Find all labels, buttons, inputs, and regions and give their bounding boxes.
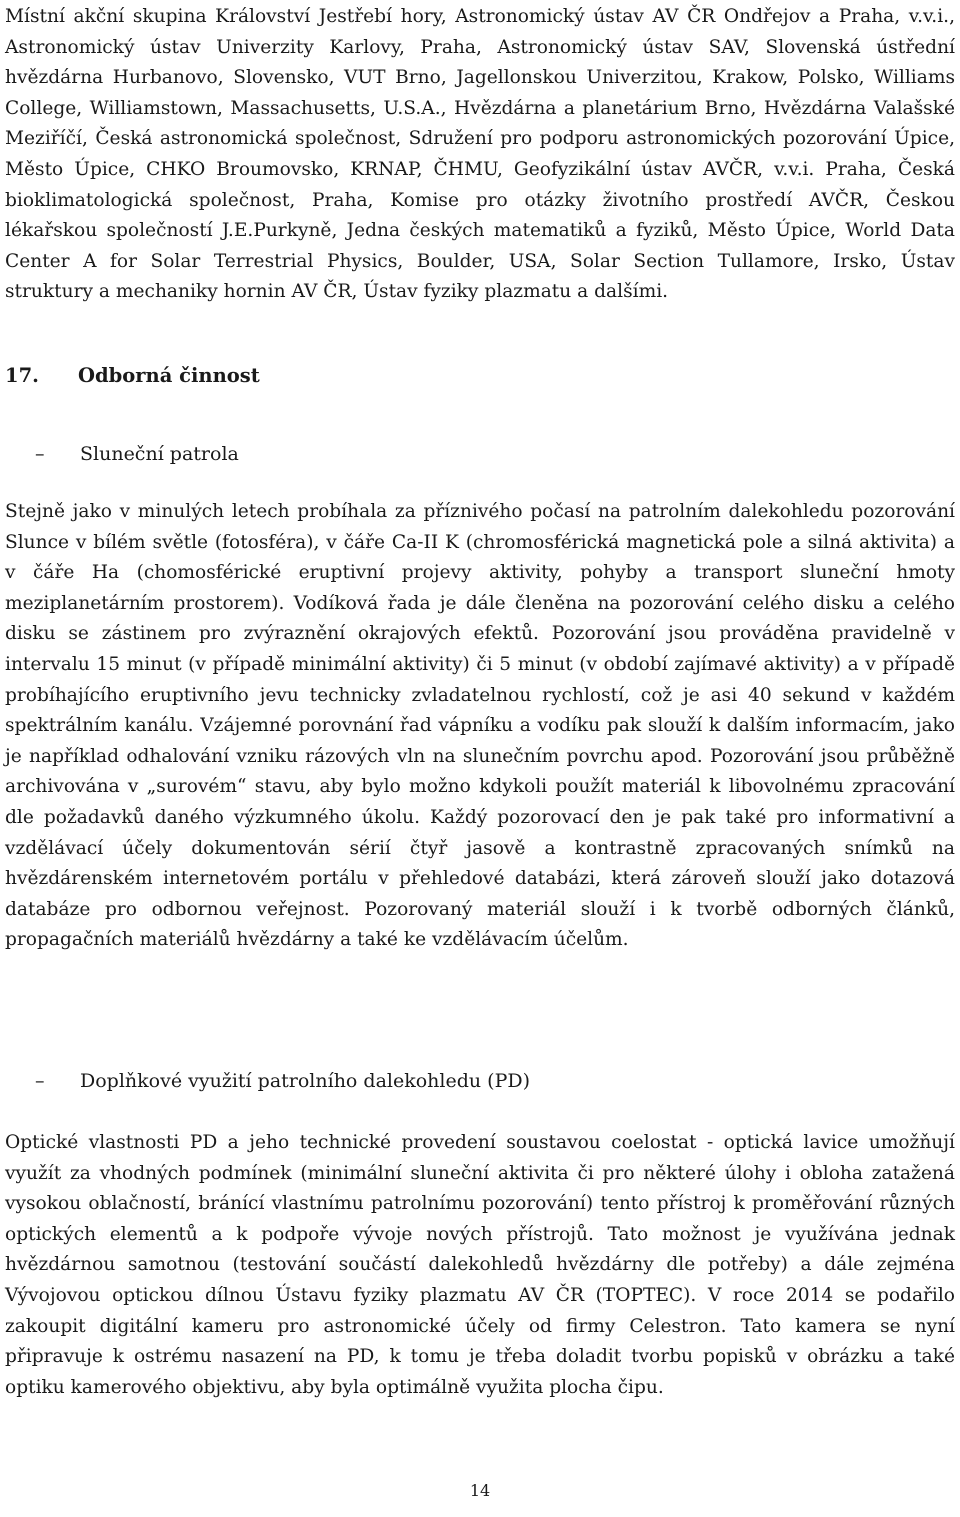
subsection-title: Doplňkové využití patrolního dalekohledu (PD): [80, 1070, 531, 1092]
subsection-title: Sluneční patrola: [80, 443, 239, 465]
section-title: Odborná činnost: [78, 364, 260, 387]
intro-paragraph: Místní akční skupina Království Jestřebí hory, Astronomický ústav AV ČR Ondřejov a Praha, v.v.i., Astronomický ústav Univerzity Karlovy, Praha, Astronomický ústav SAV, Slovenská ústřední hvězdárna Hurbanovo, Slovensko, VUT Brno, Jagellonskou Univerzitou, Krakow, Polsko, Williams College, Williamstown, Massachusetts, U.S.A., Hvězdárna a planetárium Brno, Hvězdárna Valašské Meziříčí, Česká astronomická společnost, Sdružení pro podporu astronomických pozorování Úpice, Město Úpice, CHKO Broumovsko, KRNAP, ČHMU, Geofyzikální ústav AVČR, v.v.i. Praha, Česká bioklimatologická společnost, Praha, Komise pro otázky životního prostředí AVČR, Českou lékařskou společností J.E.Purkyně, Jedna českých matematiků a fyziků, Město Úpice, World Data Center A for Solar Terrestrial Physics, Boulder, USA, Solar Section Tullamore, Irsko, Ústav struktury a mechaniky hornin AV ČR, Ústav fyziky plazmatu a dalšími.: [5, 6, 955, 303]
dash-bullet: –: [35, 443, 45, 465]
subsection-heading-additional-use: [35, 1070, 530, 1092]
section-heading: [5, 364, 260, 387]
subsection-heading-solar-patrol: [35, 443, 239, 465]
page-number: 14: [469, 1481, 491, 1500]
section-number: 17.: [5, 364, 39, 387]
document-page: [5, 0, 955, 1517]
dash-bullet: –: [35, 1070, 45, 1092]
solar-patrol-paragraph: Stejně jako v minulých letech probíhala za příznivého počasí na patrolním dalekohledu pozorování Slunce v bílém světle (fotosféra), v čáře Ca-II K (chromosférická magnetická pole a silná aktivita) a v čáře Ha (chomosférické eruptivní projevy aktivity, pohyby a transport sluneční hmoty meziplanetárním prostorem). Vodíková řada je dále členěna na pozorování celého disku a celého disku se zástinem pro zvýraznění okrajových efektů. Pozorování jsou prováděna pravidelně v intervalu 15 minut (v případě minimální aktivity) či 5 minut (v období zajímavé aktivity) a v případě probíhajícího eruptivního jevu technicky zvladatelnou rychlostí, což je asi 40 sekund v každém spektrálním kanálu. Vzájemné porovnání řad vápníku a vodíku pak slouží k dalším informacím, jako je například odhalování vzniku rázových vln na slunečním povrchu apod. Pozorování jsou průběžně archivována v „surovém“ stavu, aby bylo možno kdykoli použít materiál k libovolnému zpracování dle požadavků daného výzkumného úkolu. Každý pozorovací den je pak také pro informativní a vzdělávací účely dokumentován sérií čtyř jasově a kontrastně zpracovaných snímků na hvězdárenském internetovém portálu v přehledové databázi, která zároveň slouží jako dotazová databáze pro odbornou veřejnost. Pozorovaný materiál slouží i k tvorbě odborných článků, propagačních materiálů hvězdárny a také ke vzdělávacím účelům.: [5, 501, 955, 951]
additional-use-paragraph: Optické vlastnosti PD a jeho technické provedení soustavou coelostat - optická lavice umožňují využít za vhodných podmínek (minimální sluneční aktivita či pro některé úlohy i obloha zatažená vysokou oblačností, bránící vlastnímu patrolnímu pozorování) tento přístroj k proměřování různých optických elementů a k podpoře vývoje nových přístrojů. Tato možnost je využívána jednak hvězdárnou samotnou (testování součástí dalekohledů hvězdárny dle potřeby) a dále zejména Vývojovou optickou dílnou Ústavu fyziky plazmatu AV ČR (TOPTEC). V roce 2014 se podařilo zakoupit digitální kameru pro astronomické účely od firmy Celestron. Tato kamera se nyní připravuje k ostrému nasazení na PD, k tomu je třeba doladit tvorbu popisků v obrázku a také optiku kamerového objektivu, aby byla optimálně využita plocha čipu.: [5, 1132, 955, 1398]
